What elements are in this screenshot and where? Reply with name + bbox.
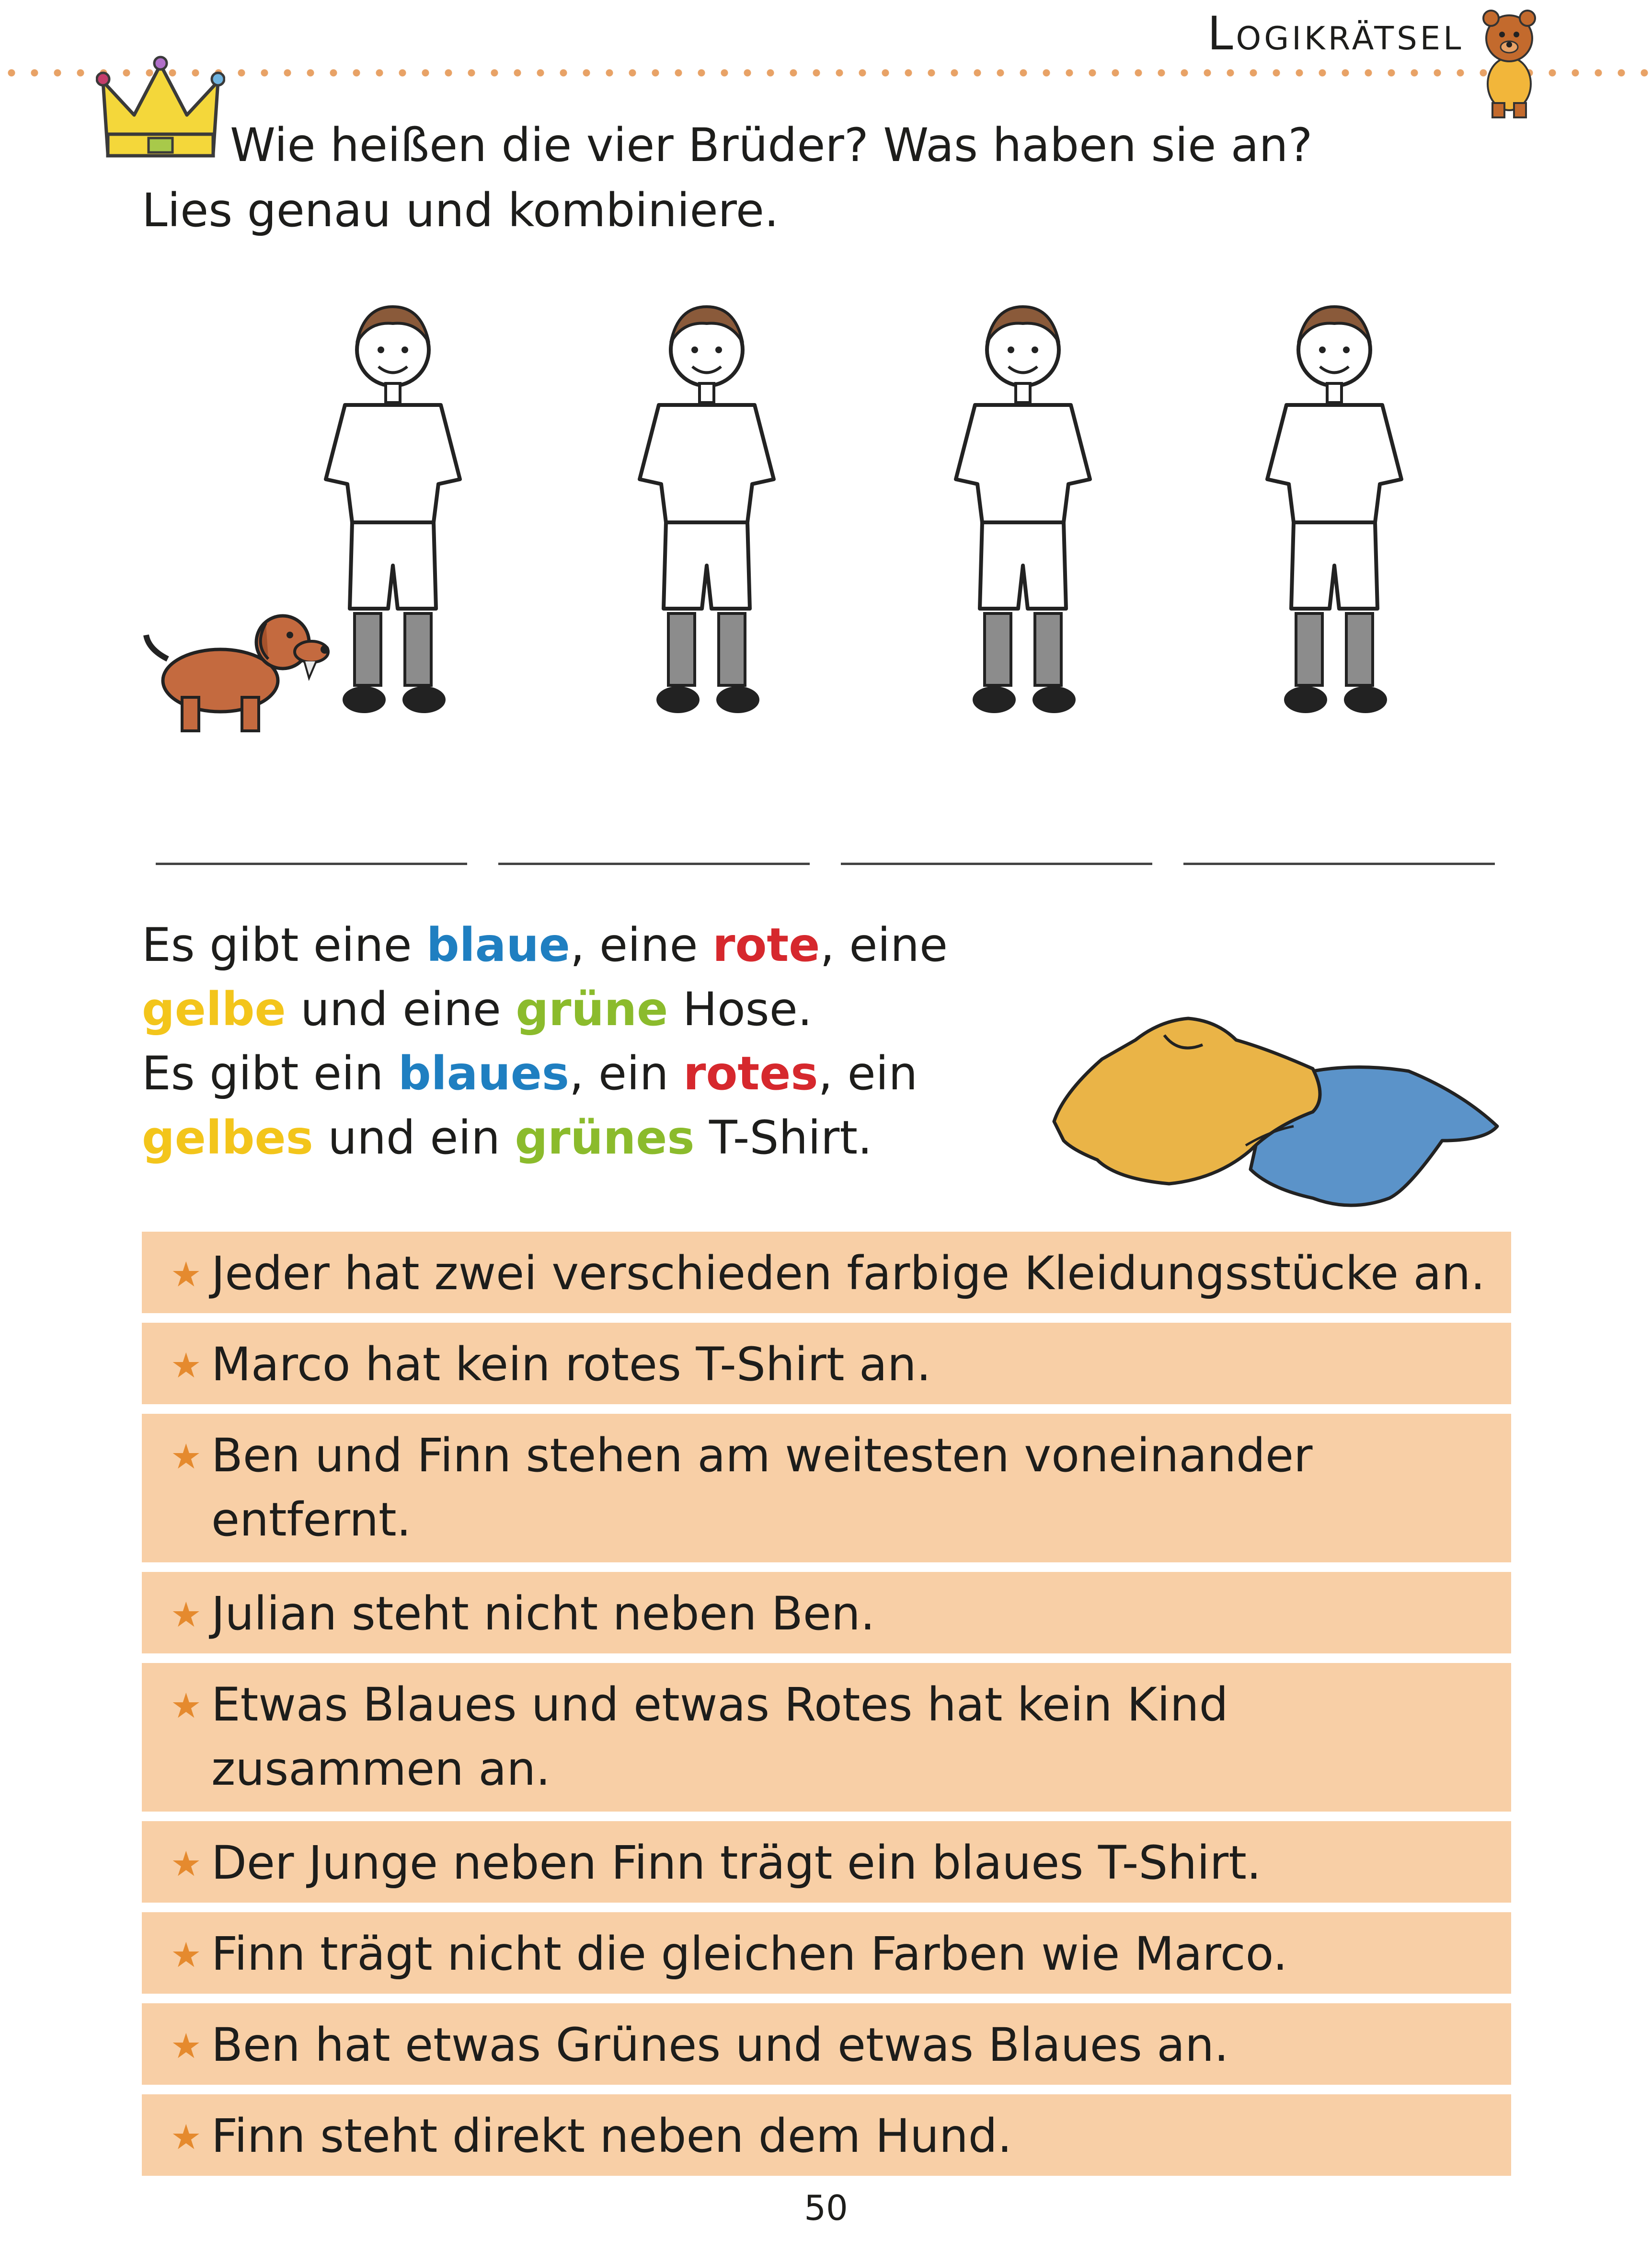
clue-box bbox=[142, 1572, 1511, 1653]
instruction-line-2: Lies genau und kombiniere. bbox=[142, 184, 779, 237]
word-yellow: gelbe bbox=[142, 982, 286, 1036]
clue-box bbox=[142, 1414, 1511, 1562]
clue-box bbox=[142, 2094, 1511, 2176]
dotted-header-line bbox=[0, 67, 1652, 79]
clue-box bbox=[142, 1912, 1511, 1994]
star-icon: ★ bbox=[171, 1686, 202, 1726]
clue-text: Julian steht nicht neben Ben. bbox=[211, 1587, 875, 1640]
word-blue: blaue bbox=[426, 918, 570, 972]
clue-text: Etwas Blaues und etwas Rotes hat kein Kind zusammen an. bbox=[211, 1678, 1228, 1796]
page-header-title: Logikrätsel bbox=[1198, 5, 1473, 62]
star-icon: ★ bbox=[171, 1594, 202, 1635]
word-yellow: gelbes bbox=[142, 1111, 313, 1165]
name-answer-line-1[interactable] bbox=[156, 863, 467, 865]
clue-text: Finn trägt nicht die gleichen Farben wie Marco. bbox=[211, 1927, 1288, 1981]
name-answer-line-4[interactable] bbox=[1183, 863, 1495, 865]
clothes-pile bbox=[1044, 987, 1509, 1222]
clue-box bbox=[142, 2003, 1511, 2085]
clue-box bbox=[142, 1232, 1511, 1313]
name-answer-line-3[interactable] bbox=[841, 863, 1152, 865]
word-blue: blaues bbox=[398, 1047, 569, 1100]
color-line-2: gelbe und eine grüne Hose. bbox=[142, 982, 813, 1036]
word-green: grüne bbox=[516, 982, 668, 1036]
clue-text: Marco hat kein rotes T-Shirt an. bbox=[211, 1338, 931, 1391]
clue-text: Der Junge neben Finn trägt ein blaues T-Shirt. bbox=[211, 1836, 1262, 1890]
word-green: grünes bbox=[515, 1111, 695, 1165]
instruction-line-1: Wie heißen die vier Brüder? Was haben sie an? bbox=[230, 118, 1313, 172]
boy-figure bbox=[1243, 297, 1425, 728]
word-red: rotes bbox=[683, 1047, 818, 1100]
clue-text: Ben und Finn stehen am weitesten voneinander entfernt. bbox=[211, 1429, 1313, 1547]
color-line-4: gelbes und ein grünes T-Shirt. bbox=[142, 1111, 872, 1165]
star-icon: ★ bbox=[171, 2117, 202, 2157]
page-number: 50 bbox=[804, 2188, 848, 2228]
star-icon: ★ bbox=[171, 1345, 202, 1386]
word-red: rote bbox=[712, 918, 820, 972]
instructions bbox=[142, 113, 1340, 243]
clue-text: Ben hat etwas Grünes und etwas Blaues an. bbox=[211, 2018, 1229, 2072]
name-answer-line-2[interactable] bbox=[498, 863, 810, 865]
boy-figure bbox=[616, 297, 798, 728]
clue-text: Finn steht direkt neben dem Hund. bbox=[211, 2109, 1012, 2163]
color-description bbox=[142, 913, 1052, 1170]
color-line-1: Es gibt eine blaue, eine rote, eine bbox=[142, 918, 948, 972]
color-line-3: Es gibt ein blaues, ein rotes, ein bbox=[142, 1047, 918, 1100]
boy-figure bbox=[932, 297, 1114, 728]
bear-mascot-icon bbox=[1466, 5, 1552, 120]
clue-box bbox=[142, 1821, 1511, 1903]
star-icon: ★ bbox=[171, 1935, 202, 1975]
clue-text: Jeder hat zwei verschieden farbige Kleidungsstücke an. bbox=[211, 1247, 1485, 1300]
clue-box bbox=[142, 1663, 1511, 1812]
boy-figure bbox=[302, 297, 484, 728]
star-icon: ★ bbox=[171, 1254, 202, 1294]
clue-box bbox=[142, 1323, 1511, 1404]
star-icon: ★ bbox=[171, 2026, 202, 2066]
star-icon: ★ bbox=[171, 1844, 202, 1884]
star-icon: ★ bbox=[171, 1436, 202, 1477]
